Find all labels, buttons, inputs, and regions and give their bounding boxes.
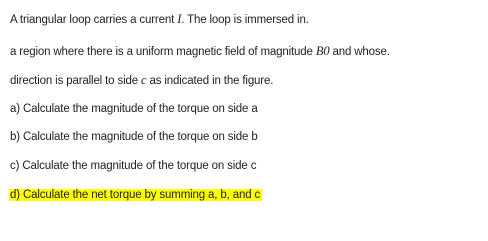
line-1-tail: . The loop is immersed in. (181, 14, 309, 26)
line-2-text: a region where there is a uniform magnetic field of magnitude (10, 46, 316, 58)
line-1-text: A triangular loop carries a current (10, 14, 178, 26)
side-symbol: c (141, 73, 147, 87)
line-3-text: direction is parallel to side (10, 75, 142, 87)
field-symbol: B0 (315, 44, 330, 58)
question-b: b) Calculate the magnitude of the torque on side b (10, 131, 258, 143)
current-symbol: I (177, 12, 182, 26)
problem-line-3 (10, 73, 273, 88)
line-3-tail: as indicated in the figure. (146, 75, 274, 87)
problem-line-1 (10, 12, 309, 27)
question-c: c) Calculate the magnitude of the torque on side c (10, 160, 257, 172)
line-2-tail: and whose. (329, 46, 390, 58)
highlighted-question-d: d) Calculate the net torque by summing a, b, and c (10, 189, 261, 201)
problem-line-2 (10, 44, 390, 59)
question-a: a) Calculate the magnitude of the torque on side a (10, 103, 258, 115)
question-d (10, 188, 262, 202)
